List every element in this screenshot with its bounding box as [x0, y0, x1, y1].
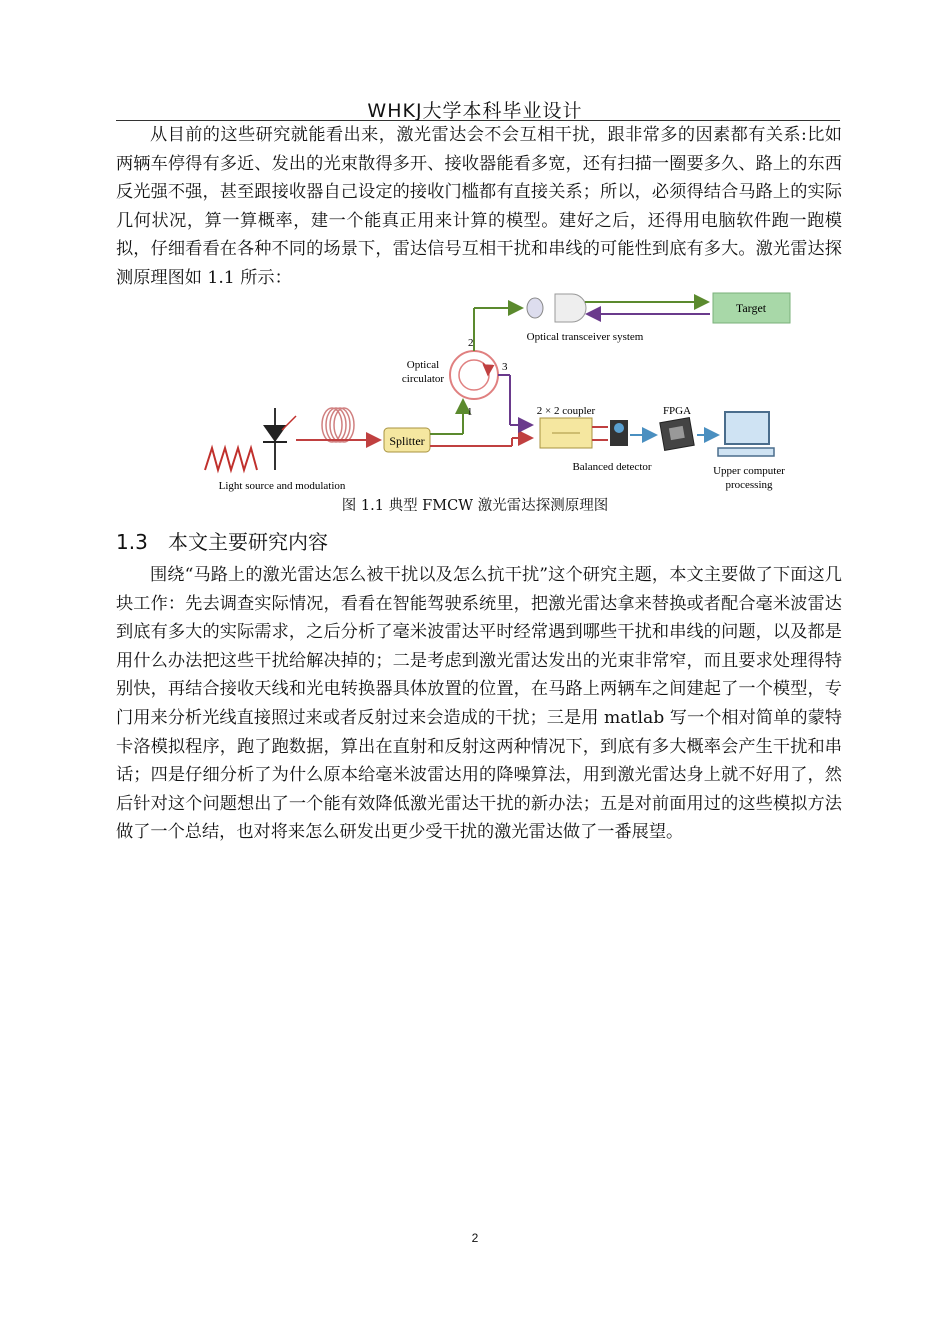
transceiver-label: Optical transceiver system [526, 331, 644, 343]
page-header: WHKJ大学本科毕业设计 [367, 100, 583, 122]
fpga-chip-icon [660, 418, 694, 451]
figure-caption: 图 1.1 典型 FMCW 激光雷达探测原理图 [341, 498, 609, 514]
optical-circulator [450, 351, 498, 399]
port-3-label: 3 [502, 361, 508, 373]
svg-text:Optical: Optical [406, 359, 440, 371]
splitter-label: Splitter [389, 434, 425, 448]
balanced-detector-icon [610, 420, 628, 446]
svg-text:Upper computer: Upper computer [713, 465, 785, 477]
port-2-label: 2 [468, 337, 474, 349]
coupler-label: 2 × 2 coupler [536, 405, 596, 417]
section-heading [116, 526, 328, 555]
fpga-label: FPGA [662, 405, 692, 417]
fiber-coil-icon [322, 408, 354, 442]
paragraph-intro: 从目前的这些研究就能看出来，激光雷达会不会互相干扰，跟非常多的因素都有关系:比如两辆车停得有多近、发出的光束散得多开、接收器能看多宽，还有扫描一圈要多久、路上的东西反光强不强，甚至跟接收器自己设定的接收门槛都有直接关系；所以，必须得结合马路上的实际几何状况，算一算概率，建一个能真正用来计算的模型。建好之后，还得用电脑软件跑一跑模拟，仔细看看在各种不同的场景下，雷达信号互相干扰和串线的可能性到底有多大。激光雷达探测原理图如 1.1 所示： [116, 125, 842, 288]
source-label: Light source and modulation [218, 480, 346, 492]
fmcw-lidar-diagram [200, 290, 800, 500]
laser-diode-icon [263, 408, 296, 470]
optical-transceiver-icon [527, 294, 586, 322]
detector-label: Balanced detector [572, 461, 652, 473]
svg-text:processing: processing [725, 479, 773, 491]
port-1-label: 1 [467, 406, 473, 418]
paragraph-research-content: 围绕“马路上的激光雷达怎么被干扰以及怎么抗干扰”这个研究主题，本文主要做了下面这几块工作：先去调查实际情况，看看在智能驾驶系统里，把激光雷达拿来替换或者配合毫米波雷达到底有多大的实际需求，之后分析了毫米波雷达平时经常遇到哪些干扰和串线的问题，以及都是用什么办法把这些干扰给解决掉的；二是考虑到激光雷达发出的光束非常窄，而且要求处理得特别快，再结合接收天线和光电转换器具体放置的位置，在马路上两辆车之间建起了一个模型，专门用来分析光线直接照过来或者反射过来会造成的干扰；三是用 matlab 写一个相对简单的蒙特卡洛模拟程序，跑了跑数据，算出在直射和反射这两种情况下，到底有多大概率会产生干扰和串话；四是仔细分析了为什么原本给毫米波雷达用的降噪算法，用到激光雷达身上就不好用了，然后针对这个问题想出了一个能有效降低激光雷达干扰的新办法；五是对前面用过的这些模拟方法做了一个总结，也对将来怎么研发出更少受干扰的激光雷达做了一番展望。 [116, 565, 842, 843]
section-title: 本文主要研究内容 [168, 530, 328, 554]
computer-icon [718, 412, 774, 456]
page-number: 2 [471, 1231, 479, 1245]
target-label: Target [735, 301, 767, 315]
svg-text:circulator: circulator [401, 373, 445, 385]
sawtooth-waveform [205, 448, 257, 470]
section-number: 1.3 [116, 530, 148, 554]
